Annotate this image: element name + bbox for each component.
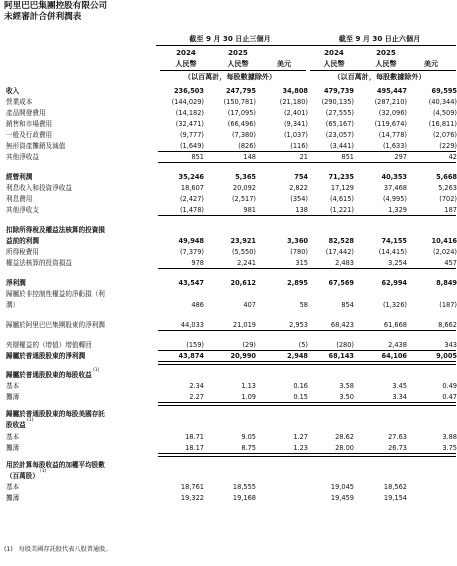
row-value: 851: [191, 153, 204, 161]
footnote-marker: (1): [93, 368, 100, 373]
row-value: 49,948: [178, 237, 204, 245]
table-row: [0, 183, 457, 193]
row-value: 978: [191, 259, 204, 267]
table-row: [0, 236, 457, 246]
row-value: (17,442): [325, 248, 354, 256]
row-value: (187): [439, 301, 457, 309]
table-row: [0, 392, 457, 402]
row-value: 20,612: [230, 279, 256, 287]
row-value: 19,154: [383, 494, 407, 502]
row-value: 8,662: [438, 321, 457, 329]
row-value: 2,948: [287, 352, 308, 360]
row-value: 1,329: [388, 206, 407, 214]
row-label: 無形資產攤銷及減值: [6, 142, 66, 150]
row-label: 用於計算每股收益的加權平均股數: [6, 461, 105, 469]
row-value: 74,155: [381, 237, 407, 245]
row-value: 2,241: [237, 259, 256, 267]
row-value: 2.27: [189, 393, 204, 401]
table-row: [0, 493, 457, 503]
row-value: (150,781): [223, 98, 256, 106]
row-value: 69,595: [431, 87, 457, 95]
row-label: 歸屬於普通股股東的每股收益: [6, 371, 92, 379]
row-value: 19,459: [330, 494, 354, 502]
row-value: 754: [294, 173, 308, 181]
total-double-rule: [306, 402, 456, 406]
row-value: (16,811): [428, 120, 457, 128]
row-value: 851: [341, 153, 354, 161]
subtotal-rule: [306, 215, 456, 216]
row-label: 營業成本: [6, 98, 33, 106]
row-value: 68,423: [330, 321, 354, 329]
currency-col-2: 人民幣: [227, 59, 249, 68]
row-label: 淨利潤: [6, 279, 26, 287]
row-label: 其他淨收支: [6, 206, 39, 214]
row-value: 61,668: [383, 321, 407, 329]
subtotal-rule: [306, 151, 456, 152]
row-value: (7,380): [231, 131, 256, 139]
row-value: 0.15: [293, 393, 308, 401]
row-label: 經營利潤: [6, 173, 33, 181]
row-value: (354): [290, 195, 308, 203]
row-value: 82,528: [328, 237, 354, 245]
table-row: [0, 409, 457, 419]
row-value: 18.71: [185, 433, 204, 441]
row-label: 攤薄: [6, 494, 20, 502]
row-value: 2,895: [287, 279, 308, 287]
row-value: (23,057): [325, 131, 354, 139]
row-value: 297: [394, 153, 407, 161]
row-label: 基本: [6, 433, 20, 441]
period-rule-1: [156, 45, 306, 46]
row-value: 18,555: [232, 483, 256, 491]
row-label: 權益法核算的投資損益: [6, 259, 72, 267]
row-value: 43,874: [178, 352, 204, 360]
footnote-marker: (1): [40, 469, 47, 474]
row-value: 981: [243, 206, 256, 214]
total-double-rule: [158, 453, 308, 457]
currency-col-3: 美元: [276, 59, 292, 68]
row-value: 34,808: [282, 87, 308, 95]
table-row: [0, 130, 457, 140]
row-value: (4,509): [432, 109, 457, 117]
table-row: [0, 340, 457, 350]
row-label: 銷售和市場費用: [6, 120, 53, 128]
footnote: (1) 每股美國存託股代表八股普通股。: [4, 546, 112, 553]
table-row: [0, 172, 457, 182]
row-value: 8.75: [241, 444, 256, 452]
row-value: 486: [191, 301, 204, 309]
period-header-six-months: 截至 9 月 30 日止六個月: [338, 34, 421, 43]
row-value: 315: [295, 259, 308, 267]
row-label: 基本: [6, 382, 20, 390]
row-value: 343: [444, 341, 457, 349]
row-value: 20,092: [232, 184, 256, 192]
row-value: 1.23: [293, 444, 308, 452]
row-value: 18,607: [180, 184, 204, 192]
row-label: 利息費用: [6, 195, 33, 203]
row-value: (27,555): [325, 109, 354, 117]
table-row: [0, 420, 457, 430]
row-value: (32,471): [175, 120, 204, 128]
total-double-rule: [158, 402, 308, 406]
row-value: 26.73: [388, 444, 407, 452]
row-value: 28.62: [335, 433, 354, 441]
row-value: 21,019: [232, 321, 256, 329]
row-value: 44,033: [180, 321, 204, 329]
currency-col-1: 人民幣: [175, 59, 197, 68]
row-value: 21: [299, 153, 308, 161]
row-value: (5,550): [231, 248, 256, 256]
row-value: 3,254: [388, 259, 407, 267]
row-value: 1.27: [293, 433, 308, 441]
period-rule-2: [306, 45, 456, 46]
row-value: (119,674): [374, 120, 407, 128]
row-value: 17,129: [330, 184, 354, 192]
row-value: (280): [336, 341, 354, 349]
subtotal-rule: [306, 350, 456, 351]
row-value: 43,547: [178, 279, 204, 287]
row-value: 37,468: [383, 184, 407, 192]
row-value: 19,045: [330, 483, 354, 491]
company-name: 阿里巴巴集團控股有限公司: [4, 1, 108, 11]
row-value: (21,180): [279, 98, 308, 106]
table-row: [0, 320, 457, 330]
table-row: [0, 258, 457, 268]
row-value: 2,483: [335, 259, 354, 267]
row-value: (2,401): [283, 109, 308, 117]
row-value: 23,921: [230, 237, 256, 245]
row-value: (290,135): [321, 98, 354, 106]
row-value: 28.00: [335, 444, 354, 452]
table-row: [0, 141, 457, 151]
row-value: 1.13: [241, 382, 256, 390]
row-value: 42: [448, 153, 457, 161]
row-value: 9,005: [436, 352, 457, 360]
row-value: 2,953: [289, 321, 308, 329]
row-value: (826): [238, 142, 256, 150]
row-value: (229): [439, 142, 457, 150]
row-label: 產品開發費用: [6, 109, 46, 117]
table-row: [0, 289, 457, 299]
table-row: [0, 471, 457, 481]
subtotal-rule: [158, 215, 308, 216]
row-value: 62,994: [381, 279, 407, 287]
row-value: 68,143: [328, 352, 354, 360]
row-value: (1,037): [283, 131, 308, 139]
row-value: 18,562: [383, 483, 407, 491]
row-value: (9,777): [179, 131, 204, 139]
row-value: 3.34: [392, 393, 407, 401]
subtotal-rule: [306, 330, 456, 331]
footnote-marker: (1): [27, 418, 34, 423]
subtotal-rule: [158, 151, 308, 152]
row-value: (14,415): [378, 248, 407, 256]
row-value: (7,379): [179, 248, 204, 256]
units-note-six-months: （以百萬計，每股數據除外）: [333, 72, 426, 81]
table-row: [0, 443, 457, 453]
row-value: 495,447: [376, 87, 407, 95]
row-value: 19,322: [180, 494, 204, 502]
row-value: (4,615): [329, 195, 354, 203]
row-value: 5,365: [235, 173, 256, 181]
row-value: 854: [341, 301, 354, 309]
row-value: (1,633): [382, 142, 407, 150]
row-label: 所得稅費用: [6, 248, 39, 256]
row-label: 夾層權益的（增值）增值轉回: [6, 341, 92, 349]
table-row: [0, 351, 457, 361]
table-row: [0, 194, 457, 204]
statement-title: 未經審計合併利潤表: [4, 12, 82, 22]
total-double-rule: [306, 361, 456, 365]
row-value: 19,168: [232, 494, 256, 502]
table-row: [0, 108, 457, 118]
table-row: [0, 370, 457, 380]
table-row: [0, 278, 457, 288]
row-value: 236,503: [173, 87, 204, 95]
year-col-1: 2024: [176, 48, 196, 57]
table-row: [0, 97, 457, 107]
table-row: [0, 482, 457, 492]
subtotal-rule: [306, 162, 456, 163]
row-value: (1,221): [329, 206, 354, 214]
row-label: （百萬股）: [6, 472, 39, 480]
subtotal-rule: [306, 268, 456, 269]
table-row: [0, 300, 457, 310]
row-value: 18.17: [185, 444, 204, 452]
subtotal-rule: [158, 162, 308, 163]
row-value: (40,344): [428, 98, 457, 106]
row-value: (66,496): [227, 120, 256, 128]
row-value: (702): [439, 195, 457, 203]
total-double-rule: [158, 361, 308, 365]
row-value: (17,095): [227, 109, 256, 117]
year-col-2: 2025: [228, 48, 248, 57]
row-value: 3,360: [287, 237, 308, 245]
row-label: 其他淨收益: [6, 153, 39, 161]
row-value: (9,341): [283, 120, 308, 128]
row-label: 潤）: [6, 301, 20, 309]
row-value: 20,990: [230, 352, 256, 360]
row-value: 2.34: [189, 382, 204, 390]
table-row: [0, 460, 457, 470]
row-value: 3.88: [442, 433, 457, 441]
year-col-5: 2025: [376, 48, 396, 57]
row-value: (2,427): [179, 195, 204, 203]
table-row: [0, 86, 457, 96]
subtotal-rule: [158, 330, 308, 331]
row-value: 67,569: [328, 279, 354, 287]
row-label: 益前的利潤: [6, 237, 39, 245]
currency-rule-1: [160, 70, 306, 71]
row-value: 0.47: [442, 393, 457, 401]
row-value: (32,096): [378, 109, 407, 117]
table-row: [0, 225, 457, 235]
row-value: 35,246: [178, 173, 204, 181]
row-value: 64,106: [381, 352, 407, 360]
row-value: (2,024): [432, 248, 457, 256]
row-value: 138: [295, 206, 308, 214]
row-value: (29): [242, 341, 256, 349]
table-row: [0, 119, 457, 129]
row-label: 歸屬於普通股股東的每股美國存託: [6, 410, 105, 418]
row-value: (4,995): [382, 195, 407, 203]
row-label: 一般及行政費用: [6, 131, 53, 139]
row-label: 歸屬於阿里巴巴集團股東的淨利潤: [6, 321, 105, 329]
row-value: 407: [243, 301, 256, 309]
row-label: 扣除所得稅及權益法核算的投資損: [6, 226, 105, 234]
row-value: 1.09: [241, 393, 256, 401]
row-label: 收入: [6, 87, 20, 95]
total-double-rule: [306, 453, 456, 457]
table-row: [0, 247, 457, 257]
table-row: [0, 205, 457, 215]
table-row: [0, 381, 457, 391]
row-value: 2,822: [289, 184, 308, 192]
row-value: 9.05: [241, 433, 256, 441]
row-value: (14,778): [378, 131, 407, 139]
period-header-three-months: 截至 9 月 30 日止三個月: [189, 34, 271, 43]
units-note-three-months: （以百萬計，每股數據除外）: [183, 72, 277, 81]
row-value: 8,849: [436, 279, 457, 287]
row-value: 40,353: [381, 173, 407, 181]
row-label: 利息收入和投資淨收益: [6, 184, 72, 192]
row-value: (159): [186, 341, 204, 349]
row-value: 71,235: [328, 173, 354, 181]
row-value: (3,441): [329, 142, 354, 150]
row-value: (116): [290, 142, 308, 150]
row-value: 5,668: [436, 173, 457, 181]
row-value: (2,517): [231, 195, 256, 203]
row-label: 攤薄: [6, 444, 20, 452]
row-value: 457: [444, 259, 457, 267]
currency-col-4: 人民幣: [323, 59, 345, 68]
row-label: 歸屬於普通股股東的淨利潤: [6, 352, 86, 360]
row-label: 股收益: [6, 421, 26, 429]
row-value: 3.75: [442, 444, 457, 452]
row-value: (144,029): [171, 98, 204, 106]
row-value: 58: [299, 301, 308, 309]
row-value: 247,795: [225, 87, 256, 95]
row-value: 3.58: [339, 382, 354, 390]
currency-col-5: 人民幣: [375, 59, 397, 68]
row-value: (1,478): [179, 206, 204, 214]
row-value: (1,326): [382, 301, 407, 309]
row-value: 148: [243, 153, 256, 161]
subtotal-rule: [158, 268, 308, 269]
row-value: 0.16: [293, 382, 308, 390]
row-value: 18,761: [180, 483, 204, 491]
row-value: (14,182): [175, 109, 204, 117]
row-value: (5): [298, 341, 308, 349]
row-value: 10,416: [431, 237, 457, 245]
row-value: 479,739: [323, 87, 354, 95]
currency-col-6: 美元: [423, 59, 439, 68]
currency-rule-2: [310, 70, 456, 71]
row-value: (780): [290, 248, 308, 256]
row-value: 0.49: [442, 382, 457, 390]
row-value: (2,076): [432, 131, 457, 139]
row-label: 攤薄: [6, 393, 20, 401]
row-label: 基本: [6, 483, 20, 491]
table-row: [0, 152, 457, 162]
row-value: (65,167): [325, 120, 354, 128]
table-row: [0, 432, 457, 442]
row-value: 2,438: [388, 341, 407, 349]
row-value: 3.45: [392, 382, 407, 390]
year-col-4: 2024: [324, 48, 344, 57]
row-value: (287,210): [374, 98, 407, 106]
row-value: (1,649): [179, 142, 204, 150]
row-value: 27.63: [388, 433, 407, 441]
row-value: 187: [444, 206, 457, 214]
row-label: 歸屬於非控制性權益的淨虧損（利: [6, 290, 105, 298]
row-value: 5,263: [438, 184, 457, 192]
subtotal-rule: [158, 350, 308, 351]
row-value: 3.50: [339, 393, 354, 401]
